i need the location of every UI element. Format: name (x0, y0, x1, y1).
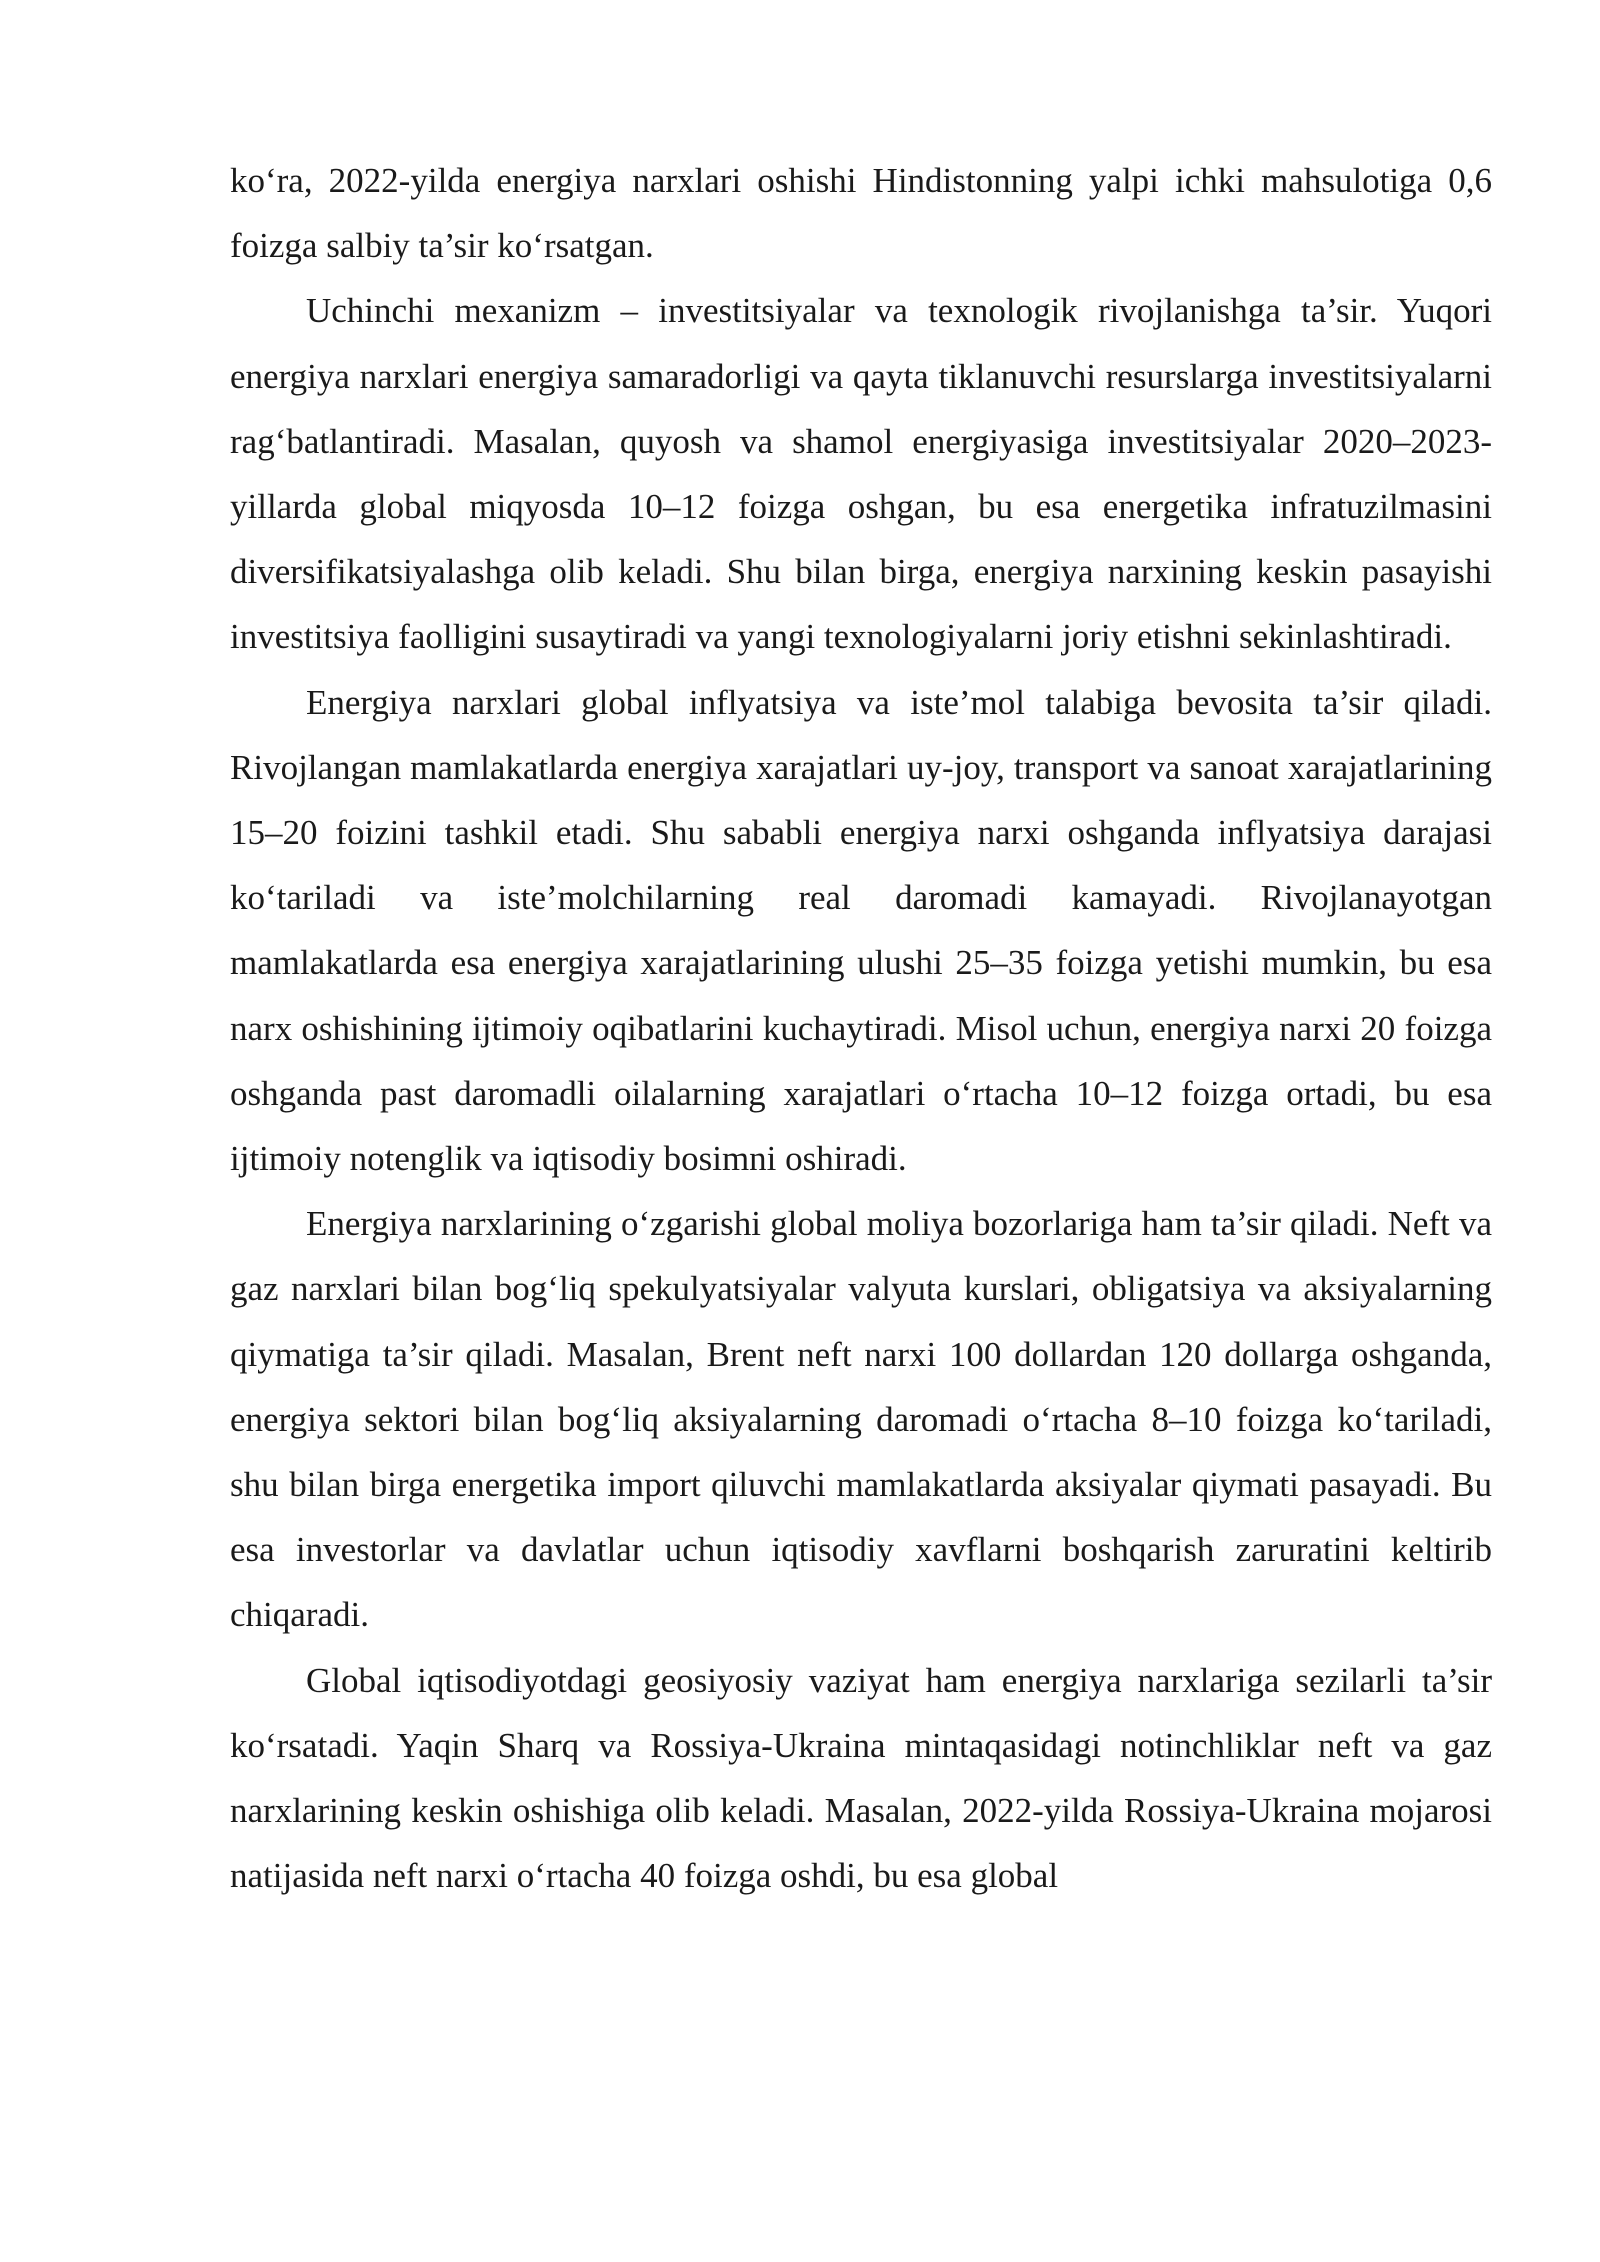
paragraph-1: ko‘ra, 2022-yilda energiya narxlari oshishi Hindistonning yalpi ichki mahsulotiga 0,6 foizga salbiy ta’sir ko‘rsatgan. (230, 161, 1492, 266)
paragraph-4: Energiya narxlarining o‘zgarishi global moliya bozorlariga ham ta’sir qiladi. Neft va gaz narxlari bilan bog‘liq spekulyatsiyalar valyuta kurslari, obligatsiya va aksiyalarning qiymatiga ta’sir qiladi. Masalan, Brent neft narxi 100 dollardan 120 dollarga oshganda, energiya sektori bilan bog‘liq aksiyalarning daromadi o‘rtacha 8–10 foizga ko‘tariladi, shu bilan birga energetika import qiluvchi mamlakatlarda aksiyalar qiymati pasayadi. Bu esa investorlar va davlatlar uchun iqtisodiy xavflarni boshqarish zaruratini keltirib chiqaradi. (230, 1204, 1492, 1635)
paragraph-3: Energiya narxlari global inflyatsiya va iste’mol talabiga bevosita ta’sir qiladi. Rivojlangan mamlakatlarda energiya xarajatlari uy-joy, transport va sanoat xarajatlarining 15–20 foizini tashkil etadi. Shu sababli energiya narxi oshganda inflyatsiya darajasi ko‘tariladi va iste’molchilarning real daromadi kamayadi. Rivojlanayotgan mamlakatlarda esa energiya xarajatlarining ulushi 25–35 foizga yetishi mumkin, bu esa narx oshishining ijtimoiy oqibatlarini kuchaytiradi. Misol uchun, energiya narxi 20 foizga oshganda past daromadli oilalarning xarajatlari o‘rtacha 10–12 foizga ortadi, bu esa ijtimoiy notenglik va iqtisodiy bosimni oshiradi. (230, 682, 1492, 1179)
paragraph-2: Uchinchi mexanizm – investitsiyalar va texnologik rivojlanishga ta’sir. Yuqori energiya narxlari energiya samaradorligi va qayta tiklanuvchi resurslarga investitsiyalarni rag‘batlantiradi. Masalan, quyosh va shamol energiyasiga investitsiyalar 2020–2023-yillarda global miqyosda 10–12 foizga oshgan, bu esa energetika infratuzilmasini diversifikatsiyalashga olib keladi. Shu bilan birga, energiya narxining keskin pasayishi investitsiya faolligini susaytiradi va yangi texnologiyalarni joriy etishni sekinlashtiradi. (230, 291, 1492, 657)
paragraph-5: Global iqtisodiyotdagi geosiyosiy vaziyat ham energiya narxlariga sezilarli ta’sir ko‘rsatadi. Yaqin Sharq va Rossiya-Ukraina mintaqasidagi notinchliklar neft va gaz narxlarining keskin oshishiga olib keladi. Masalan, 2022-yilda Rossiya-Ukraina mojarosi natijasida neft narxi o‘rtacha 40 foizga oshdi, bu esa global (230, 1660, 1492, 1896)
document-page (230, 148, 1492, 1908)
